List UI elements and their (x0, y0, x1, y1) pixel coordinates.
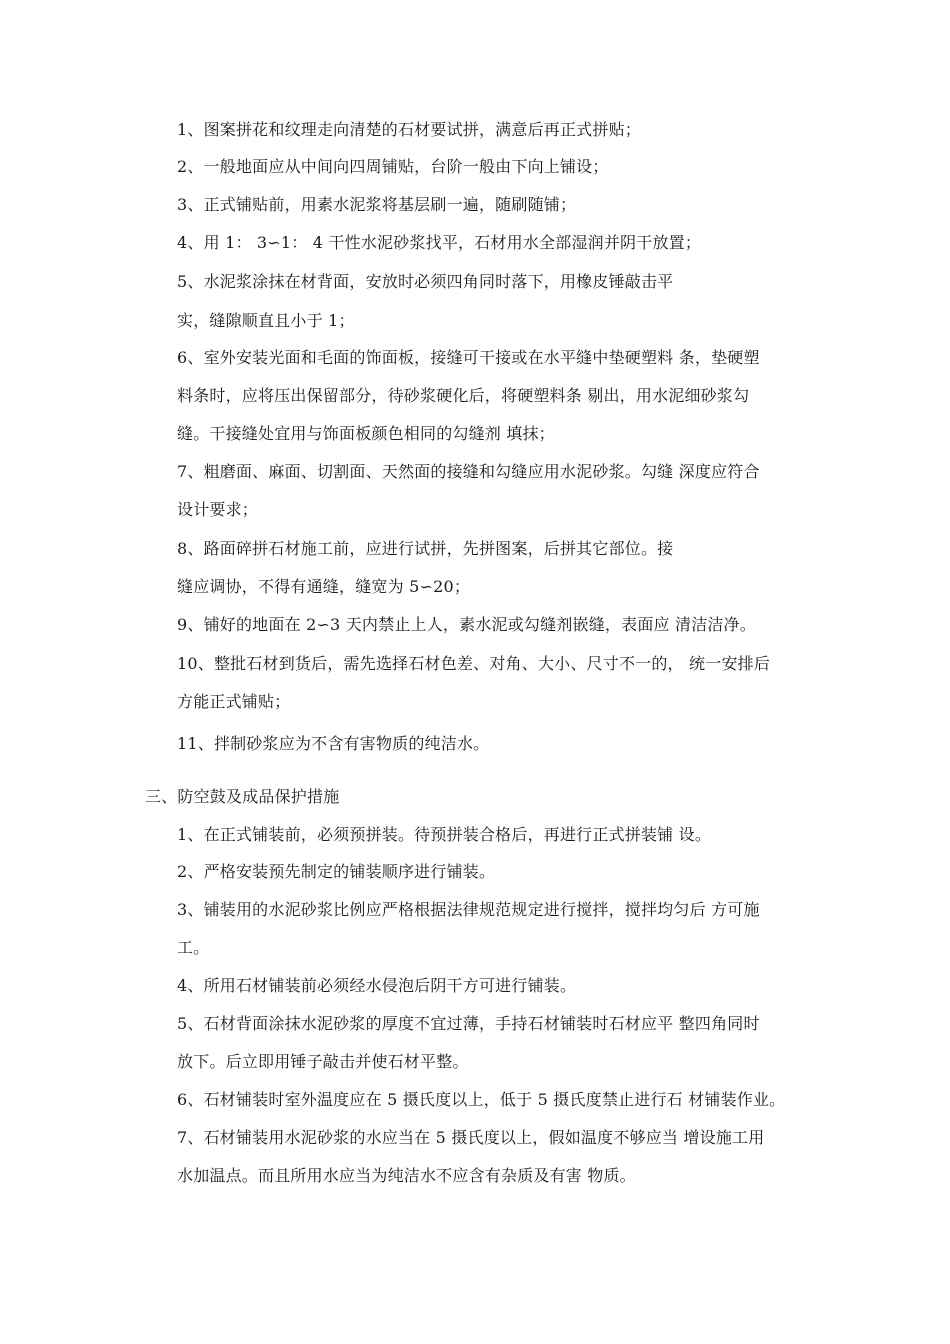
body-line: 1、在正式铺装前，必须预拼装。待预拼装合格后，再进行正式拼装铺 设。 (177, 825, 712, 844)
body-line: 7、石材铺装用水泥砂浆的水应当在 5 摄氏度以上，假如温度不够应当 增设施工用 (177, 1128, 765, 1147)
body-line: 6、室外安装光面和毛面的饰面板，接缝可干接或在水平缝中垫硬塑料 条，垫硬塑 (177, 348, 760, 367)
body-line: 8、路面碎拼石材施工前，应进行试拼，先拼图案，后拼其它部位。接 (177, 539, 674, 558)
body-line: 9、铺好的地面在 2∽3 天内禁止上人，素水泥或勾缝剂嵌缝，表面应 清洁洁净。 (177, 615, 757, 634)
body-line: 水加温点。而且所用水应当为纯洁水不应含有杂质及有害 物质。 (177, 1166, 636, 1185)
body-line: 5、石材背面涂抹水泥砂浆的厚度不宜过薄，手持石材铺装时石材应平 整四角同时 (177, 1014, 760, 1033)
body-line: 3、正式铺贴前，用素水泥浆将基层刷一遍，随刷随铺； (177, 195, 577, 214)
body-line: 2、一般地面应从中间向四周铺贴，台阶一般由下向上铺设； (177, 157, 609, 176)
body-line: 放下。后立即用锤子敲击并使石材平整。 (177, 1052, 469, 1071)
body-line: 工。 (177, 938, 210, 957)
body-line: 方能正式铺贴； (177, 692, 291, 711)
body-line: 11、拌制砂浆应为不含有害物质的纯洁水。 (177, 734, 490, 753)
body-line: 4、所用石材铺装前必须经水侵泡后阴干方可进行铺装。 (177, 976, 577, 995)
body-line: 2、严格安装预先制定的铺装顺序进行铺装。 (177, 862, 496, 881)
body-line: 6、石材铺装时室外温度应在 5 摄氏度以上，低于 5 摄氏度禁止进行石 材铺装作业。 (177, 1090, 786, 1109)
body-line: 3、铺装用的水泥砂浆比例应严格根据法律规范规定进行搅拌，搅拌均匀后 方可施 (177, 900, 760, 919)
body-line: 料条时，应将压出保留部分，待砂浆硬化后，将硬塑料条 剔出，用水泥细砂浆勾 (177, 386, 750, 405)
section-heading: 三、防空鼓及成品保护措施 (145, 787, 340, 806)
body-line: 缝。干接缝处宜用与饰面板颜色相同的勾缝剂 填抹； (177, 424, 555, 443)
body-line: 设计要求； (177, 500, 259, 519)
body-line: 10、整批石材到货后，需先选择石材色差、对角、大小、尺寸不一的， 统一安排后 (177, 654, 771, 673)
body-line: 4、用 1： 3∽1： 4 干性水泥砂浆找平，石材用水全部湿润并阴干放置； (177, 233, 702, 252)
body-line: 1、图案拼花和纹理走向清楚的石材要试拼，满意后再正式拼贴； (177, 120, 641, 139)
body-line: 7、粗磨面、麻面、切割面、天然面的接缝和勾缝应用水泥砂浆。勾缝 深度应符合 (177, 462, 760, 481)
body-line: 缝应调协，不得有通缝，缝宽为 5∽20； (177, 577, 471, 596)
body-line: 5、水泥浆涂抹在材背面，安放时必须四角同时落下，用橡皮锤敲击平 (177, 272, 674, 291)
body-line: 实，缝隙顺直且小于 1； (177, 311, 355, 330)
